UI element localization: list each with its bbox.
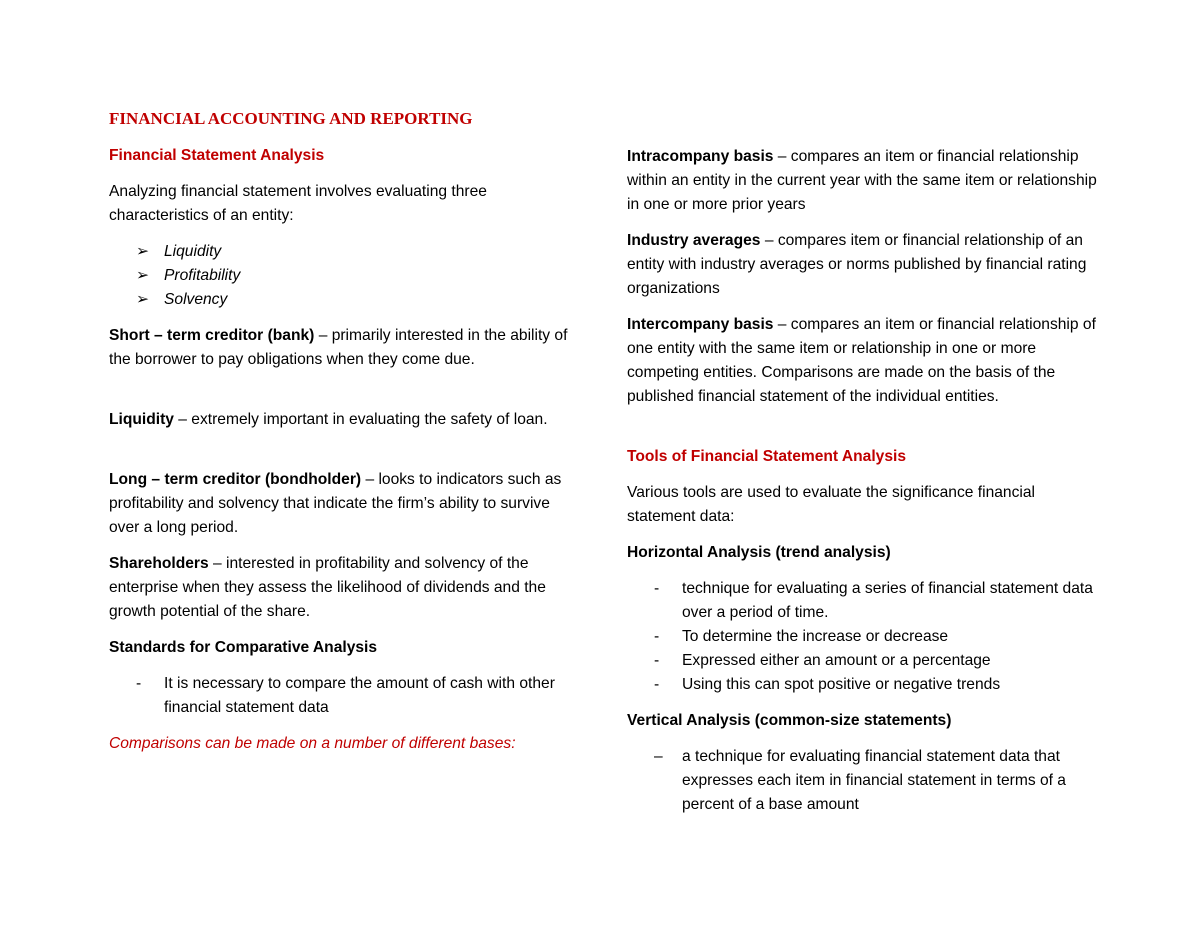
definition: – extremely important in evaluating the safety of loan. bbox=[173, 411, 548, 428]
list-item: - It is necessary to compare the amount of cash with other financial statement data bbox=[109, 672, 579, 720]
term: Liquidity bbox=[109, 411, 174, 428]
term: Intercompany basis bbox=[627, 316, 774, 333]
list-item: - Expressed either an amount or a percentage bbox=[627, 649, 1107, 673]
definition: – primarily interested in the ability of the borrower to pay obligations when they come due. bbox=[109, 327, 568, 368]
definition: – compares an item or financial relationship within an entity in the current year with the same item or relationship in one or more prior years bbox=[627, 148, 1097, 213]
arrow-bullet-icon: ➢ bbox=[136, 267, 150, 284]
list-item: – a technique for evaluating financial statement data that expresses each item in financial statement in terms of a percent of a base amount bbox=[627, 745, 1107, 817]
list-item: - To determine the increase or decrease bbox=[627, 625, 1107, 649]
long-term-creditor-paragraph bbox=[109, 468, 579, 540]
list-item: ➢ Liquidity bbox=[109, 240, 579, 264]
dash-bullet-icon: - bbox=[654, 628, 660, 645]
list-item: ➢ Profitability bbox=[109, 264, 579, 288]
dash-bullet-icon: - bbox=[654, 676, 660, 693]
list-item: - technique for evaluating a series of financial statement data over a period of time. bbox=[627, 577, 1107, 625]
definition: – interested in profitability and solvency of the enterprise when they assess the likelihood of dividends and the growth potential of the share. bbox=[109, 555, 546, 620]
arrow-bullet-icon: ➢ bbox=[136, 291, 150, 308]
dash-bullet-icon: - bbox=[654, 580, 660, 597]
intro-paragraph: Analyzing financial statement involves evaluating three characteristics of an entity: bbox=[109, 183, 487, 224]
document-title: FINANCIAL ACCOUNTING AND REPORTING bbox=[109, 109, 473, 128]
term: Intracompany basis bbox=[627, 148, 774, 165]
arrow-bullet-icon: ➢ bbox=[136, 243, 150, 260]
standards-heading: Standards for Comparative Analysis bbox=[109, 639, 378, 656]
dash-bullet-icon: - bbox=[136, 675, 142, 692]
term: Industry averages bbox=[627, 232, 761, 249]
short-term-creditor-paragraph bbox=[109, 324, 579, 372]
list-item: ➢ Solvency bbox=[109, 288, 579, 312]
term: Short – term creditor (bank) bbox=[109, 327, 315, 344]
definition: – compares an item or financial relationship of one entity with the same item or relationship in one or more competing entities. Comparisons are made on the basis of the published financial statement of the individual entities. bbox=[627, 316, 1096, 405]
horizontal-analysis-list bbox=[627, 577, 1107, 697]
liquidity-paragraph bbox=[109, 408, 579, 432]
horizontal-analysis-heading: Horizontal Analysis (trend analysis) bbox=[627, 544, 891, 561]
intercompany-paragraph bbox=[627, 313, 1107, 409]
tools-intro: Various tools are used to evaluate the significance financial statement data: bbox=[627, 484, 1035, 525]
vertical-analysis-heading: Vertical Analysis (common-size statements) bbox=[627, 712, 952, 729]
dash-bullet-icon: - bbox=[654, 652, 660, 669]
definition: – compares item or financial relationship of an entity with industry averages or norms published by financial rating organizations bbox=[627, 232, 1087, 297]
comparisons-note: Comparisons can be made on a number of different bases: bbox=[109, 735, 516, 752]
industry-averages-paragraph bbox=[627, 229, 1107, 301]
standards-list bbox=[109, 672, 579, 720]
section-heading-financial-statement-analysis: Financial Statement Analysis bbox=[109, 147, 325, 164]
intracompany-paragraph bbox=[627, 145, 1107, 217]
shareholders-paragraph bbox=[109, 552, 579, 624]
definition: – looks to indicators such as profitability and solvency that indicate the firm’s ability to survive over a long period. bbox=[109, 471, 562, 536]
list-item: - Using this can spot positive or negative trends bbox=[627, 673, 1107, 697]
dash-bullet-icon: – bbox=[654, 748, 663, 765]
vertical-analysis-list bbox=[627, 745, 1107, 817]
characteristics-list bbox=[109, 240, 579, 312]
section-heading-tools: Tools of Financial Statement Analysis bbox=[627, 448, 907, 465]
term: Long – term creditor (bondholder) bbox=[109, 471, 362, 488]
term: Shareholders bbox=[109, 555, 209, 572]
